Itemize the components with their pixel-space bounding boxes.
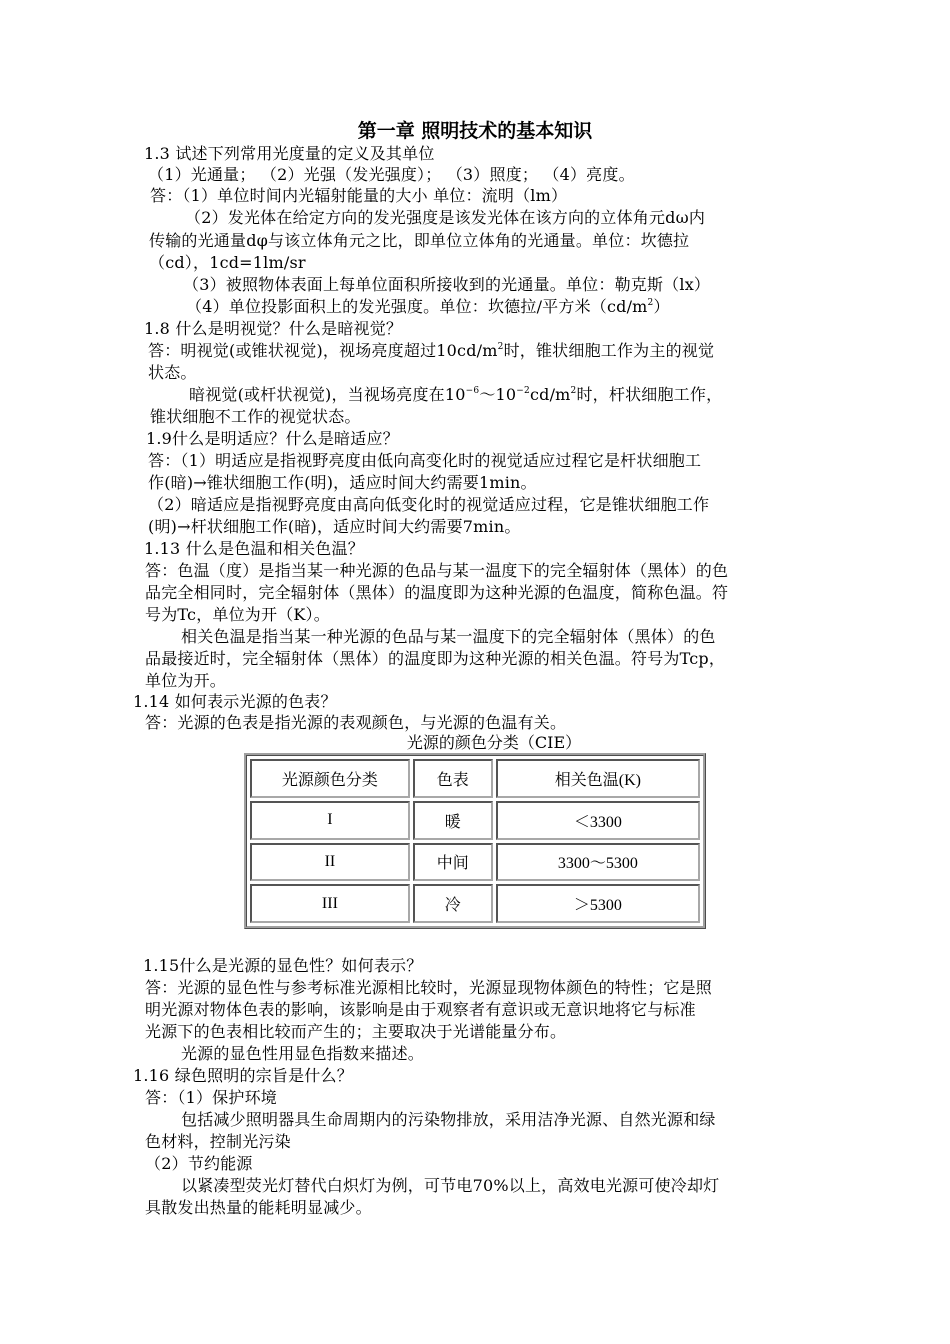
answer-1-13-line: 品完全相同时，完全辐射体（黑体）的温度即为这种光源的色温度，简称色温。符 [145, 583, 729, 602]
answer-1-8-line: 状态。 [148, 363, 197, 382]
answer-1-16-line: 答：（1）保护环境 [145, 1088, 277, 1107]
answer-1-3-line: （3）被照物体表面上每单位面积所接收到的光通量。单位：勒克斯（lx） [183, 275, 711, 294]
text-segment: 时，锥状细胞工作为主的视觉 [503, 341, 715, 360]
text-segment: 时，杆状细胞工作， [576, 385, 723, 404]
table-header-cell: 色表 [413, 759, 493, 798]
text-segment: （4）单位投影面积上的发光强度。单位：坎德拉/平方米（cd/m [186, 297, 648, 316]
question-1-15: 1.15什么是光源的显色性？如何表示？ [143, 956, 423, 975]
answer-1-14-line: 答：光源的色表是指光源的表观颜色，与光源的色温有关。 [145, 713, 567, 732]
answer-1-3-line [186, 296, 670, 318]
answer-1-13-line: 相关色温是指当某一种光源的色品与某一温度下的完全辐射体（黑体）的色 [181, 627, 716, 646]
table-cell: 中间 [413, 843, 493, 882]
table-header-cell: 光源颜色分类 [250, 759, 410, 798]
superscript: −2 [516, 386, 530, 396]
text-segment: ） [653, 297, 670, 316]
answer-1-16-line: 包括减少照明器具生命周期内的污染物排放，采用洁净光源、自然光源和绿 [181, 1110, 716, 1129]
text-segment: 答：明视觉(或锥状视觉)，视场亮度超过10cd/m [148, 341, 498, 360]
question-1-13: 1.13 什么是色温和相关色温？ [144, 539, 364, 558]
table-cell: ＞5300 [496, 884, 700, 923]
table-cell: ＜3300 [496, 801, 700, 840]
table-cell: 暖 [413, 801, 493, 840]
text-segment: ～10 [479, 385, 517, 404]
answer-1-3-line: （cd），1cd=1lm/sr [149, 253, 306, 272]
question-1-9: 1.9什么是明适应？什么是暗适应？ [146, 429, 399, 448]
superscript: 2 [647, 298, 654, 308]
answer-1-9-line: 作(暗)→锥状细胞工作(明)，适应时间大约需要1min。 [148, 473, 537, 492]
question-1-8: 1.8 什么是明视觉？什么是暗视觉？ [144, 319, 403, 338]
superscript: 2 [497, 342, 504, 352]
chapter-title: 第一章 照明技术的基本知识 [357, 120, 593, 142]
answer-1-3-line: 答：（1）单位时间内光辐射能量的大小 单位：流明（lm） [150, 186, 568, 205]
table-cell: 冷 [413, 884, 493, 923]
table-header-cell: 相关色温(K) [496, 759, 700, 798]
answer-1-16-line: 以紧凑型荧光灯替代白炽灯为例，可节电70%以上，高效电光源可使冷却灯 [181, 1176, 720, 1195]
answer-1-13-line: 单位为开。 [145, 671, 227, 690]
answer-1-9-line: (明)→杆状细胞工作(暗)，适应时间大约需要7min。 [148, 517, 521, 536]
table-cell: 3300～5300 [496, 843, 700, 882]
table-caption: 光源的颜色分类（CIE） [406, 733, 582, 752]
table-cell: I [250, 801, 410, 840]
table-row [250, 801, 700, 840]
question-1-3: 1.3 试述下列常用光度量的定义及其单位 [144, 144, 435, 163]
answer-1-13-line: 答：色温（度）是指当某一种光源的色品与某一温度下的完全辐射体（黑体）的色 [145, 561, 729, 580]
answer-1-13-line: 品最接近时，完全辐射体（黑体）的温度即为这种光源的相关色温。符号为Tcp， [145, 649, 726, 668]
superscript: −6 [465, 386, 480, 396]
table-header-row [250, 759, 700, 798]
text-segment: 暗视觉(或杆状视觉)，当视场亮度在10 [189, 385, 466, 404]
answer-1-15-line: 明光源对物体色表的影响，该影响是由于观察者有意识或无意识地将它与标准 [145, 1000, 696, 1019]
answer-1-8-line: 锥状细胞不工作的视觉状态。 [150, 407, 361, 426]
question-1-14: 1.14 如何表示光源的色表？ [133, 692, 337, 711]
answer-1-16-line: 色材料，控制光污染 [145, 1132, 291, 1151]
answer-1-13-line: 号为Tc，单位为开（K）。 [145, 605, 330, 624]
answer-1-15-line: 答：光源的显色性与参考标准光源相比较时，光源显现物体颜色的特性；它是照 [145, 978, 713, 997]
answer-1-8-line [148, 340, 714, 362]
text-segment: cd/m [529, 385, 571, 404]
table-row [250, 843, 700, 882]
color-classification-table [244, 753, 706, 929]
question-1-16: 1.16 绿色照明的宗旨是什么？ [133, 1066, 353, 1085]
answer-1-15-line: 光源下的色表相比较而产生的；主要取决于光谱能量分布。 [145, 1022, 567, 1041]
answer-1-8-line [189, 384, 722, 406]
table-row [250, 884, 700, 923]
table-cell: II [250, 843, 410, 882]
answer-1-16-line: （2）节约能源 [145, 1154, 253, 1173]
answer-1-3-line: （2）发光体在给定方向的发光强度是该发光体在该方向的立体角元dω内 [185, 208, 706, 227]
table-cell: III [250, 884, 410, 923]
superscript: 2 [570, 386, 577, 396]
answer-1-9-line: （2）暗适应是指视野亮度由高向低变化时的视觉适应过程，它是锥状细胞工作 [148, 495, 710, 514]
question-1-3-items: （1）光通量； （2）光强（发光强度）； （3）照度； （4）亮度。 [148, 165, 635, 184]
answer-1-15-line: 光源的显色性用显色指数来描述。 [181, 1044, 425, 1063]
answer-1-9-line: 答：（1）明适应是指视野亮度由低向高变化时的视觉适应过程它是杆状细胞工 [148, 451, 702, 470]
answer-1-16-line: 具散发出热量的能耗明显减少。 [145, 1198, 372, 1217]
answer-1-3-line: 传输的光通量dφ与该立体角元之比，即单位立体角的光通量。单位：坎德拉 [149, 231, 690, 250]
